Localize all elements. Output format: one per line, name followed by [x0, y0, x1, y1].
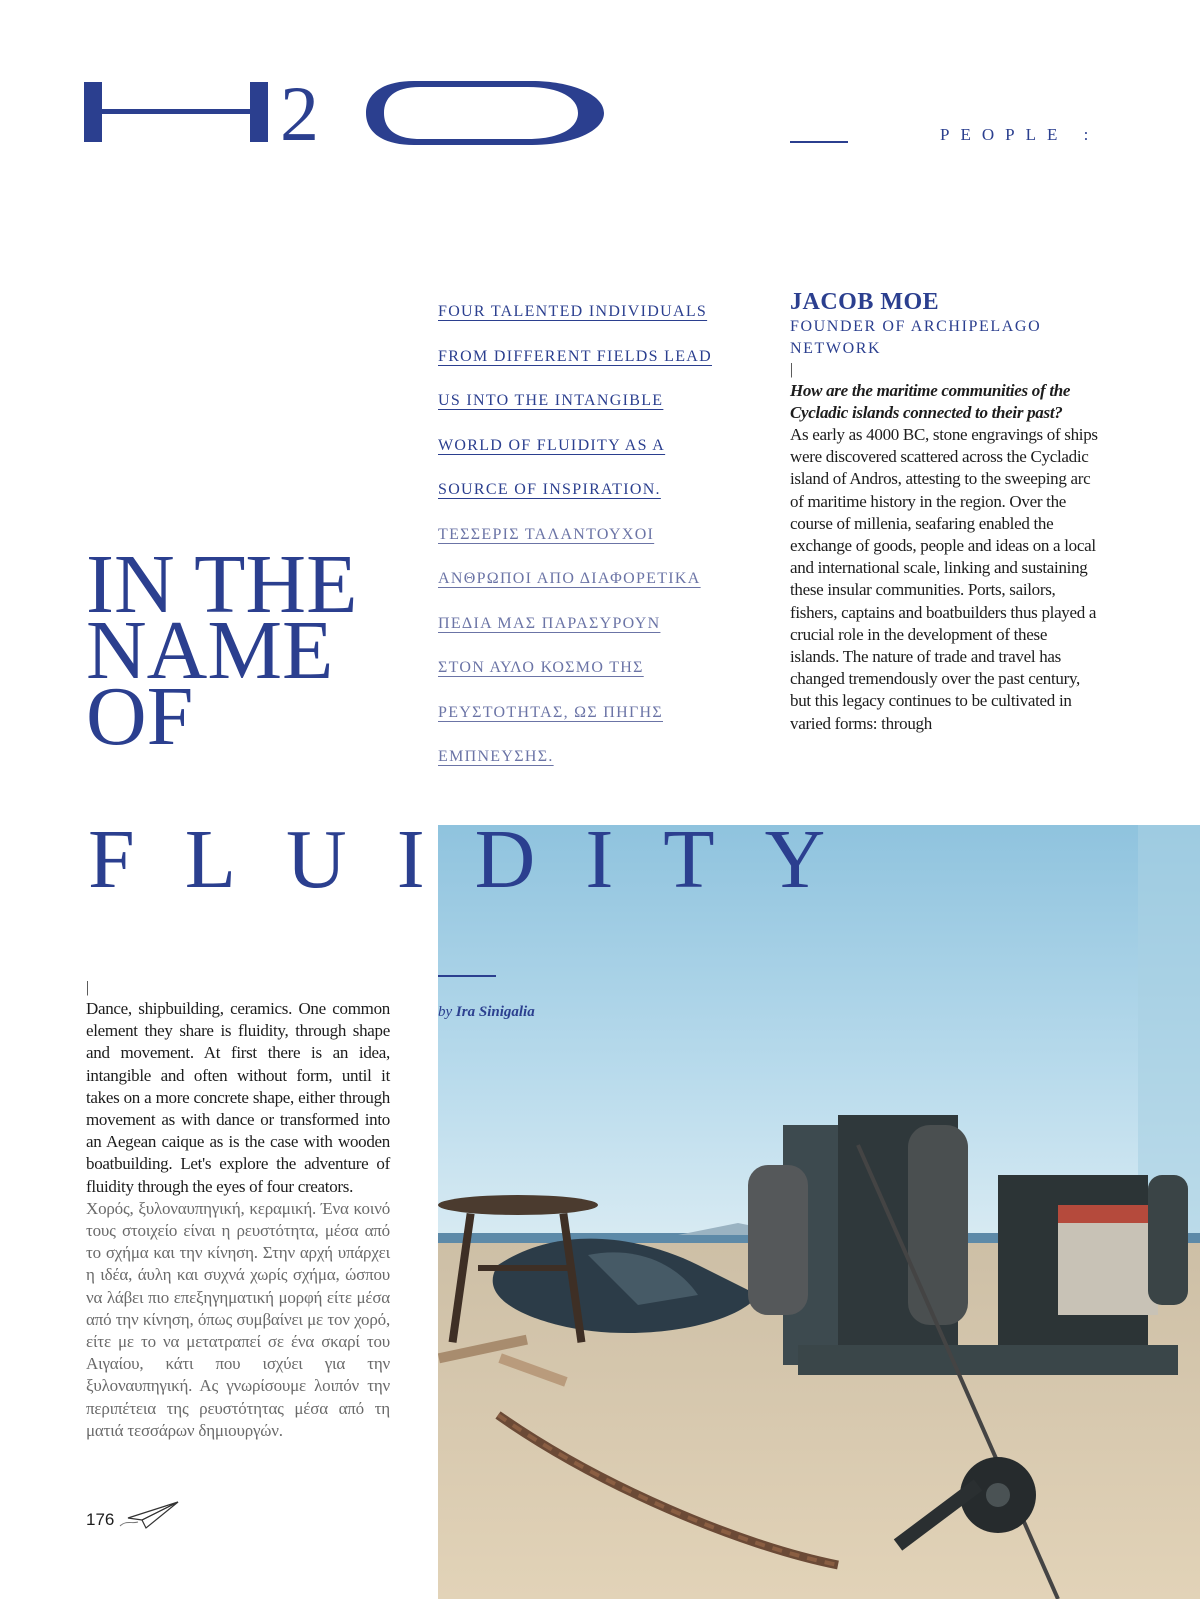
intro-line-gr[interactable]: ΤΕΣΣΕΡΙΣ ΤΑΛΑΝΤΟΥΧΟΙ: [438, 525, 655, 543]
interviewee-name: JACOB MOE: [790, 289, 940, 315]
headline-fluidity: FLUIDITY: [88, 813, 876, 906]
winch-on-beach-image: [438, 825, 1200, 1599]
h2o-logo: [84, 80, 604, 146]
byline-prefix: by: [438, 1004, 453, 1020]
body-text-gr: Χορός, ξυλοναυπηγική, κεραμική. Ένα κοινό τους στοιχείο είναι η ρευστότητα, μέσα από το σχήμα και την κίνηση. Στην αρχή υπάρχει η ιδέα, άυλη και συχνά χωρίς σχήμα, ώσπου να λάβει πιο επεξηγηματική μορφή είτε μέσα από την κίνηση, όπως συμβαίνει με τον χορό, είτε με το να μετατραπεί σε ένα σκαρί του Αιγαίου, κάτι που ισχύει για την ξυλοναυπηγική. Ας γνωρίσουμε λοιπόν την περιπέτεια της ρευστότητας μέσα από τη ματιά τεσσάρων δημιουργών.: [86, 1198, 390, 1440]
intro-standfirst: [438, 290, 748, 780]
body-text-en: Dance, shipbuilding, ceramics. One common element they share is fluidity, through shape and movement. At first there is an idea, intangible and often without form, until it takes on a more concrete shape, either through movement as with dance or transformed into an Aegean caique as is the case with wooden boatbuilding. Let's explore the adventure of fluidity through the eyes of four creators.: [86, 999, 390, 1196]
intro-line-en[interactable]: US INTO THE INTANGIBLE: [438, 392, 664, 409]
headline-line: IN THE: [86, 538, 358, 631]
interviewee-role: FOUNDER OF ARCHIPELAGO NETWORK: [790, 318, 1042, 357]
intro-line-gr[interactable]: ΠΕΔΙΑ ΜΑΣ ΠΑΡΑΣΥΡΟΥΝ: [438, 614, 661, 632]
intro-line-en[interactable]: SOURCE OF INSPIRATION.: [438, 481, 661, 498]
paper-plane-icon: [118, 1500, 180, 1532]
headline-line: OF: [86, 670, 194, 763]
intro-line-en[interactable]: FOUR TALENTED INDIVIDUALS: [438, 303, 708, 320]
intro-line-en[interactable]: WORLD OF FLUIDITY AS A: [438, 436, 666, 454]
intro-line-gr[interactable]: ΑΝΘΡΩΠΟΙ ΑΠΟ ΔΙΑΦΟΡΕΤΙΚΑ: [438, 570, 701, 587]
section-label: PEOPLE :: [940, 125, 1100, 144]
interview-question: How are the maritime communities of the Cycladic islands connected to their past?: [790, 381, 1071, 422]
feature-photo: [438, 825, 1200, 1599]
section-rule: [790, 141, 848, 143]
intro-line-gr[interactable]: ΡΕΥΣΤΟΤΗΤΑΣ, ΩΣ ΠΗΓΗΣ: [438, 703, 663, 721]
byline: [438, 1004, 535, 1021]
svg-text:2: 2: [280, 80, 319, 146]
body-column: [86, 978, 390, 1442]
intro-line-en[interactable]: FROM DIFFERENT FIELDS LEAD: [438, 347, 712, 365]
byline-rule: [438, 975, 496, 977]
headline-line: NAME: [86, 604, 334, 697]
separator-bar: |: [790, 361, 794, 378]
byline-author: Ira Sinigalia: [455, 1004, 535, 1020]
intro-line-gr[interactable]: ΕΜΠΝΕΥΣΗΣ.: [438, 748, 554, 765]
interview-answer: As early as 4000 BC, stone engravings of ships were discovered scattered across the Cycladic island of Andros, attesting to the sweeping arc of maritime history in the region. Over the course of millenia, seafaring enabled the exchange of goods, people and ideas on a local and international scale, linking and sustaining these insular communities. Ports, sailors, fishers, captains and boatbuilders thus played a crucial role in the development of these islands. The nature of trade and travel has changed tremendously over the past century, but this legacy continues to be cultivated in varied forms: through: [790, 425, 1098, 733]
intro-line-gr[interactable]: ΣΤΟΝ ΑΥΛΟ ΚΟΣΜΟ ΤΗΣ: [438, 659, 644, 676]
interview-column: [790, 288, 1100, 735]
separator-bar: |: [86, 979, 90, 996]
page-number: 176: [86, 1510, 115, 1529]
headline: [86, 538, 358, 763]
